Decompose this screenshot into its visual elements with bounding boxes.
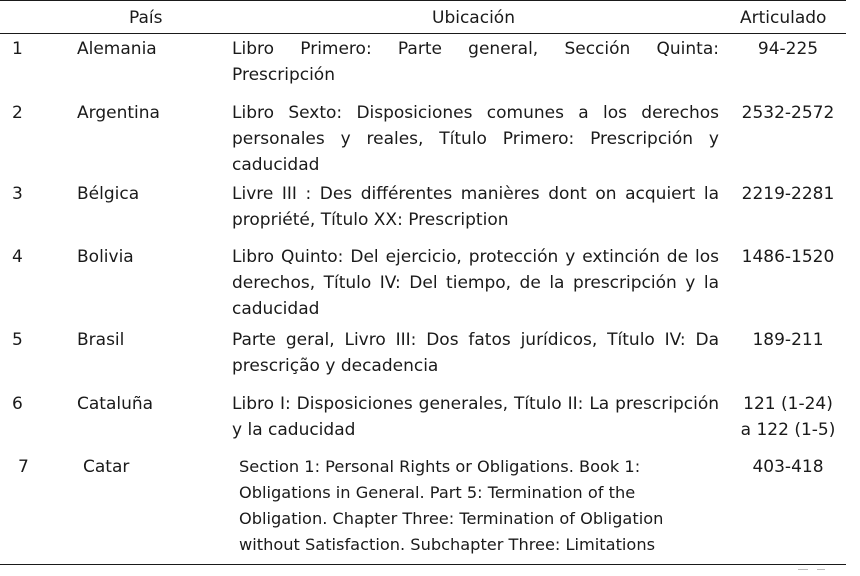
country-name: Alemania (77, 39, 157, 59)
country-name: Cataluña (77, 394, 154, 414)
header-pais: País (129, 8, 163, 28)
article-range (732, 391, 844, 443)
row-number: 2 (12, 103, 23, 123)
country-name: Argentina (77, 103, 160, 123)
location-description: Libro Quinto: Del ejercicio, protección y extinción de los derechos, Título IV: Del tiempo, de la prescripción y la caducidad (232, 247, 719, 319)
article-range: 2219-2281 (741, 184, 835, 204)
row-number: 6 (12, 394, 23, 414)
row-number: 5 (12, 330, 23, 350)
article-range: 189-211 (752, 330, 824, 350)
article-range: 1486-1520 (741, 247, 835, 267)
article-range: 403-418 (752, 457, 824, 477)
row-number: 3 (12, 184, 23, 204)
article-range: 94-225 (757, 39, 819, 59)
article-range-line: 121 (1-24) (743, 394, 833, 414)
row-number: 1 (12, 39, 23, 59)
continuation-mark (817, 569, 825, 570)
country-name: Bélgica (77, 184, 140, 204)
location-description: Section 1: Personal Rights or Obligations. Book 1: Obligations in General. Part 5: Termination of the Obligation. Chapter Three: Termination of Obligation without Satisfaction. Subchapter Three: Limitations (239, 457, 664, 554)
header-ubicacion: Ubicación (432, 8, 515, 28)
location-description: Livre III : Des différentes manières dont on acquiert la propriété, Título XX: Prescription (232, 184, 719, 230)
header-articulado: Articulado (740, 8, 827, 28)
table-bottom-rule (0, 564, 846, 565)
row-number: 4 (12, 247, 23, 267)
article-range: 2532-2572 (741, 103, 835, 123)
location-description: Libro I: Disposiciones generales, Título II: La prescripción y la caducidad (232, 394, 719, 440)
country-name: Catar (83, 457, 130, 477)
location-description: Libro Sexto: Disposiciones comunes a los derechos personales y reales, Título Primero: Prescripción y caducidad (232, 103, 719, 175)
table-top-rule (0, 0, 846, 1)
location-description: Libro Primero: Parte general, Sección Quinta: Prescripción (232, 39, 719, 85)
table-header-rule (0, 33, 846, 34)
location-description: Parte geral, Livro III: Dos fatos jurídicos, Título IV: Da prescrição y decadencia (232, 330, 719, 376)
row-number: 7 (18, 457, 29, 477)
country-name: Brasil (77, 330, 125, 350)
country-name: Bolivia (77, 247, 134, 267)
article-range-line: a 122 (1-5) (740, 420, 836, 440)
continuation-mark (798, 569, 808, 570)
